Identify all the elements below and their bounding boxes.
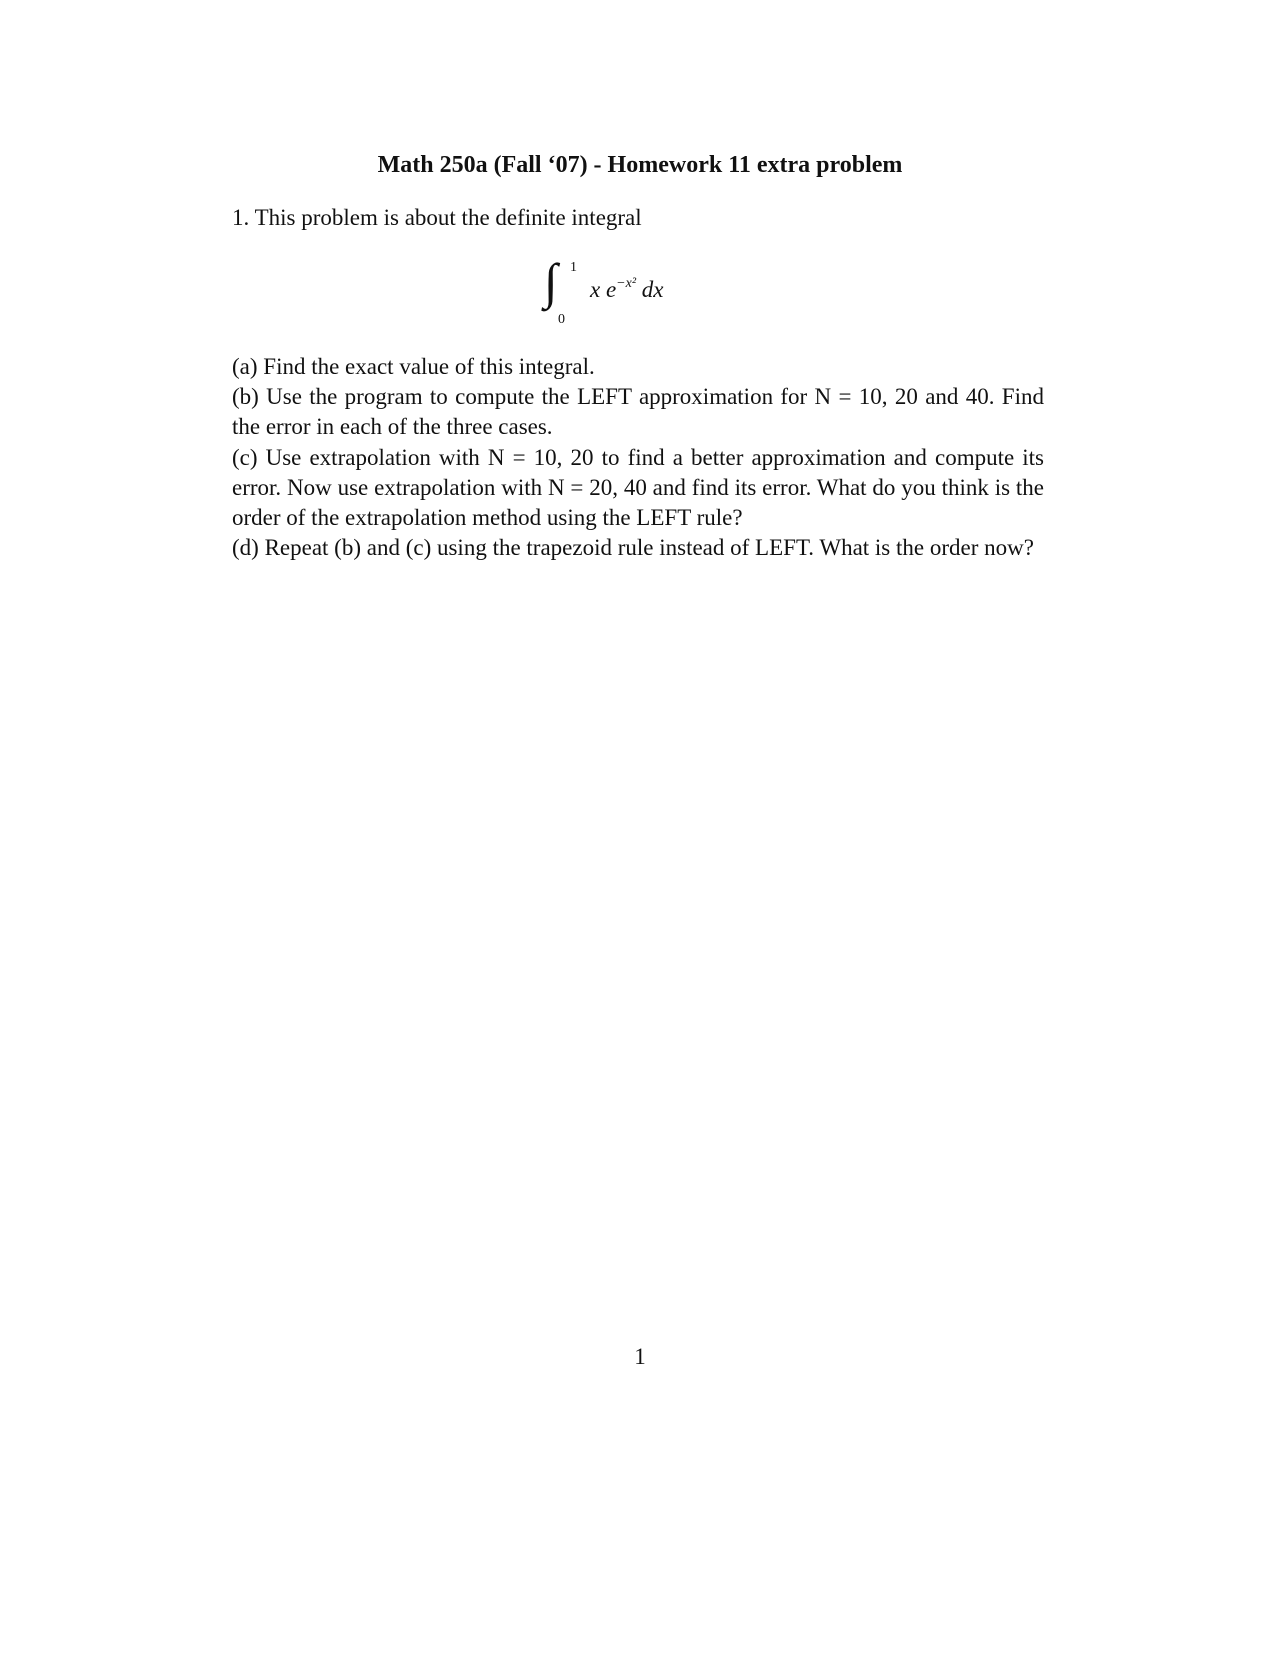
page-number: 1 (634, 1344, 646, 1369)
exponent: −x² (616, 276, 637, 291)
integral-formula (544, 253, 724, 332)
part-a: (a) Find the exact value of this integral. (232, 354, 595, 379)
part-d: (d) Repeat (b) and (c) using the trapezoid rule instead of LEFT. What is the order now? (232, 535, 1034, 561)
lower-limit: 0 (558, 312, 565, 327)
document-title: Math 250a (Fall ‘07) - Homework 11 extra problem (377, 152, 903, 178)
part-c: (c) Use extrapolation with N = 10, 20 to find a better approximation and compute its error. Now use extrapolation with N = 20, 40 and find its error. What do you think is the order of the extrapolation method using the LEFT rule? (232, 444, 1044, 531)
integrand (590, 276, 664, 303)
differential: dx (641, 277, 664, 302)
integral-sign: ∫ (544, 253, 558, 309)
upper-limit: 1 (570, 260, 577, 275)
problem-intro: 1. This problem is about the definite integral (232, 205, 642, 230)
integrand-base: x e (590, 277, 617, 302)
problem-parts (232, 352, 1044, 563)
part-b: (b) Use the program to compute the LEFT approximation for N = 10, 20 and 40. Find the error in each of the three cases. (232, 384, 1044, 440)
